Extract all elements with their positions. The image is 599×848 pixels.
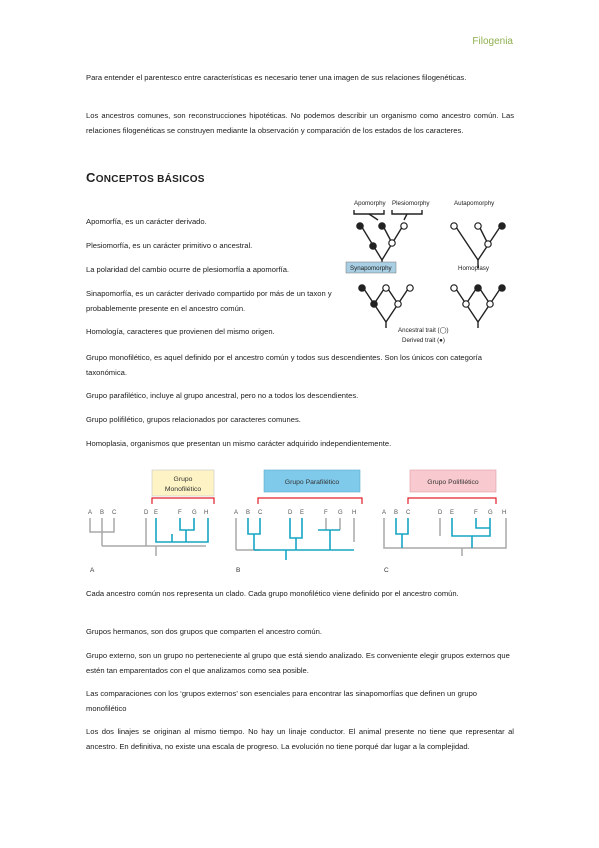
section-heading [86,170,205,185]
label-homoplasy: Homoplasy [458,265,489,272]
panel-label-a: A [90,567,95,574]
svg-text:H: H [502,510,507,516]
svg-text:C: C [112,510,117,516]
label-plesiomorphy: Plesiomorphy [392,200,430,207]
panel-label-c: C [384,567,389,574]
svg-text:E: E [300,510,305,516]
svg-text:C: C [406,510,411,516]
closing-paragraph-1: Cada ancestro común nos representa un clado. Cada grupo monofilético viene definido por el ancestro común. [86,589,459,598]
definition-parafiletico: Grupo parafilético, incluye al grupo ancestral, pero no a todos los descendientes. [86,391,359,400]
svg-text:H: H [352,510,357,516]
heading-rest: ONCEPTOS BÁSICOS [95,174,205,185]
svg-text:F: F [474,510,478,516]
svg-text:D: D [144,510,149,516]
svg-text:F: F [178,510,182,516]
definition-homoplasia: Homoplasia, organismos que presentan un mismo carácter adquirido independientemente. [86,439,392,448]
closing-paragraph-4: Las comparaciones con los ‘grupos externos’ son esenciales para encontrar las sinapomorfías que definen un grupo monofilético [86,689,478,713]
definition-homologia: Homología, caracteres que provienen del mismo origen. [86,327,275,336]
definition-sinapomorfia: Sinapomorfía, es un carácter derivado compartido por más de un taxon y probablemente presente en el ancestro común. [86,289,332,313]
svg-text:A: A [234,510,239,516]
phylogenetic-groups-figure [86,464,516,576]
paraphyletic-label: Grupo Parafilético [284,479,340,486]
section-header: Filogenia [472,36,513,47]
label-ancestral-trait: Ancestral trait (◯) [398,327,449,334]
character-trees-figure [342,196,526,346]
definition-apomorfia: Apomorfía, es un carácter derivado. [86,217,207,226]
svg-text:B: B [246,510,251,516]
svg-text:G: G [488,510,493,516]
definition-monofiletico: Grupo monofilético, es aquel definido por el ancestro común y todos sus descendientes. Son los únicos con categoría taxonómica. [86,353,482,377]
svg-text:A: A [88,510,93,516]
svg-text:B: B [394,510,399,516]
intro-paragraph-2: Los ancestros comunes, son reconstrucciones hipotéticas. No podemos describir un organismo como ancestro común. Las relaciones filogenéticas se construyen mediante la observación y comparación de los estados de los caracteres. [86,111,514,135]
svg-text:A: A [382,510,387,516]
monophyletic-label-line2: Monofilético [164,486,202,493]
intro-paragraph-1: Para entender el parentesco entre características es necesario tener una imagen de sus relaciones filogenéticas. [86,73,467,82]
definition-plesiomorfia: Plesiomorfía, es un carácter primitivo o ancestral. [86,241,253,250]
closing-paragraph-5: Los dos linajes se originan al mismo tiempo. No hay un linaje conductor. El animal presente no tiene que representar al ancestro. En definitiva, no existe una escala de progreso. La evolución no tiene porqué dar lugar a la complejidad. [86,727,514,751]
svg-text:C: C [258,510,263,516]
label-apomorphy: Apomorphy [354,200,386,207]
label-derived-trait: Derived trait (●) [402,337,445,344]
svg-text:G: G [192,510,197,516]
label-synapomorphy: Synapomorphy [350,265,392,272]
svg-text:D: D [288,510,293,516]
svg-text:H: H [204,510,209,516]
polyphyletic-label: Grupo Polifilético [427,479,479,486]
closing-paragraph-2: Grupos hermanos, son dos grupos que comparten el ancestro común. [86,627,322,636]
monophyletic-label-line1: Grupo [173,476,193,483]
closing-paragraph-3: Grupo externo, son un grupo no perteneciente al grupo que está siendo analizado. Es conveniente elegir grupos externos que estén tan emparentados con el que analizamos como sea posible. [86,651,510,675]
svg-text:G: G [338,510,343,516]
heading-initial: C [86,170,96,185]
label-autapomorphy: Autapomorphy [454,200,495,207]
svg-text:F: F [324,510,328,516]
svg-text:B: B [100,510,105,516]
svg-text:E: E [450,510,455,516]
svg-text:D: D [438,510,443,516]
definition-polifiletico: Grupo polifilético, grupos relacionados por caracteres comunes. [86,415,301,424]
panel-label-b: B [236,567,241,574]
svg-text:E: E [154,510,159,516]
definition-polaridad: La polaridad del cambio ocurre de plesiomorfía a apomorfía. [86,265,290,274]
